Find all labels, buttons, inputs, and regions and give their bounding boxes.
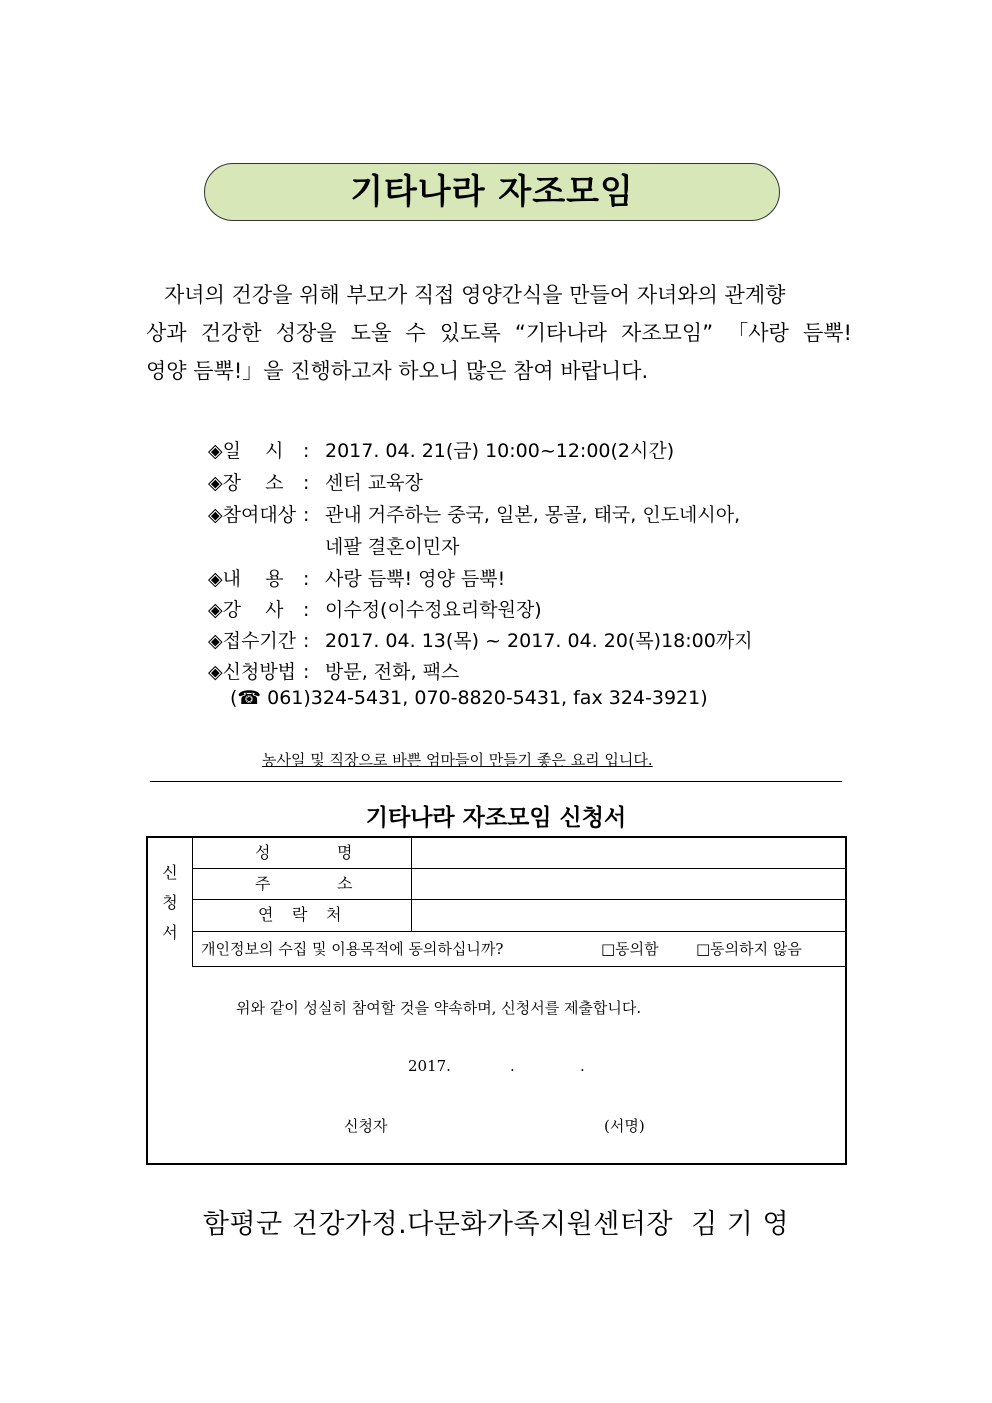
issuer-footer: 함평군 건강가정.다문화가족지원센터장 김 기 영 [202, 1209, 790, 1240]
detail-row-target [208, 500, 740, 527]
label-char: 연 [258, 905, 274, 924]
phone-row [193, 900, 845, 932]
intro-word: 「사랑 [727, 321, 789, 345]
form-title: 기타나라 자조모임 신청서 [365, 804, 627, 831]
detail-colon: : [303, 472, 310, 494]
intro-word: 성장을 [275, 321, 337, 345]
applicant-label: 신청자 [344, 1117, 388, 1135]
disagree-checkbox[interactable]: □동의하지 않음 [696, 940, 802, 958]
label-char: 명 [337, 843, 353, 862]
detail-colon: : [303, 440, 310, 462]
intro-word: 건강한 [200, 321, 262, 345]
date-dot-month: . [510, 1057, 515, 1075]
detail-row-registration [208, 626, 753, 653]
side-char: 서 [162, 922, 178, 942]
address-field[interactable] [412, 869, 845, 899]
label-char: 소 [337, 874, 353, 893]
detail-key: ◈일 시 [208, 440, 284, 462]
intro-word: “기타나라 [514, 321, 607, 345]
detail-value: 2017. 04. 13(목) ~ 2017. 04. 20(목)18:00까지 [325, 630, 753, 652]
label-char: 주 [255, 874, 271, 893]
label-char: 락 [292, 905, 308, 924]
detail-value: 관내 거주하는 중국, 일본, 몽골, 태국, 인도네시아, [325, 504, 741, 526]
address-label [193, 869, 412, 899]
label-char: 처 [326, 905, 342, 924]
agree-checkbox[interactable]: □동의함 [601, 940, 659, 958]
detail-row-method [208, 657, 459, 684]
intro-word: 자조모임” [621, 321, 714, 345]
form-side-label [148, 838, 193, 967]
detail-key: ◈강 사 [208, 599, 284, 621]
side-char: 신 [162, 862, 178, 882]
detail-value: 센터 교육장 [325, 472, 423, 494]
signature-label: (서명) [604, 1117, 645, 1135]
label-char: 성 [255, 843, 271, 862]
detail-colon: : [303, 568, 310, 590]
consent-question: 개인정보의 수집 및 이용목적에 동의하십니까? [201, 940, 504, 958]
detail-colon: : [303, 661, 310, 683]
detail-key: ◈신청방법 [208, 661, 297, 683]
intro-line-2 [146, 314, 852, 352]
pledge-text: 위와 같이 성실히 참여할 것을 약속하며, 신청서를 제출합니다. [236, 999, 642, 1017]
address-row [193, 869, 845, 900]
detail-colon: : [303, 599, 310, 621]
detail-key: ◈접수기간 [208, 630, 297, 652]
detail-row-instructor [208, 595, 542, 622]
detail-key: ◈장 소 [208, 472, 284, 494]
detail-value: 방문, 전화, 팩스 [325, 661, 460, 683]
intro-word: 있도록 [439, 321, 501, 345]
detail-row-target-cont [208, 532, 460, 559]
intro-paragraph [146, 276, 852, 390]
intro-word: 상과 [146, 321, 187, 345]
detail-value: 이수정(이수정요리학원장) [325, 599, 542, 621]
detail-row-place [208, 468, 423, 495]
detail-key: ◈내 용 [208, 568, 284, 590]
date-year: 2017. [408, 1057, 451, 1075]
name-label [193, 838, 412, 868]
intro-word: 도울 [350, 321, 392, 345]
intro-line-1: 자녀의 건강을 위해 부모가 직접 영양간식을 만들어 자녀와의 관계향 [164, 283, 786, 307]
detail-colon: : [303, 630, 310, 652]
detail-value: 네팔 결혼이민자 [325, 536, 460, 558]
name-field[interactable] [412, 838, 845, 868]
side-char: 청 [162, 892, 178, 912]
detail-key: ◈참여대상 [208, 504, 297, 526]
detail-colon: : [303, 504, 310, 526]
form-pledge-area [148, 967, 845, 1163]
phone-field[interactable] [412, 900, 845, 931]
application-form [146, 836, 847, 1165]
detail-row-content [208, 564, 505, 591]
consent-row [193, 932, 845, 967]
intro-line-3: 영양 듬뿍!」을 진행하고자 하오니 많은 참여 바랍니다. [146, 359, 649, 383]
detail-value: 사랑 듬뿍! 영양 듬뿍! [325, 568, 506, 590]
intro-word: 수 [405, 321, 426, 345]
page-title: 기타나라 자조모임 [204, 163, 780, 221]
date-dot-day: . [580, 1057, 585, 1075]
phone-label [193, 900, 412, 931]
detail-value: 2017. 04. 21(금) 10:00~12:00(2시간) [325, 440, 675, 462]
contact-numbers: (☎ 061)324-5431, 070-8820-5431, fax 324-3921) [230, 687, 708, 709]
name-row [193, 838, 845, 869]
note-text: 농사일 및 직장으로 바쁜 엄마들이 만들기 좋은 요리 입니다. [262, 751, 653, 769]
intro-word: 듬뿍! [802, 321, 852, 345]
detail-row-datetime [208, 436, 674, 463]
divider [150, 781, 842, 782]
